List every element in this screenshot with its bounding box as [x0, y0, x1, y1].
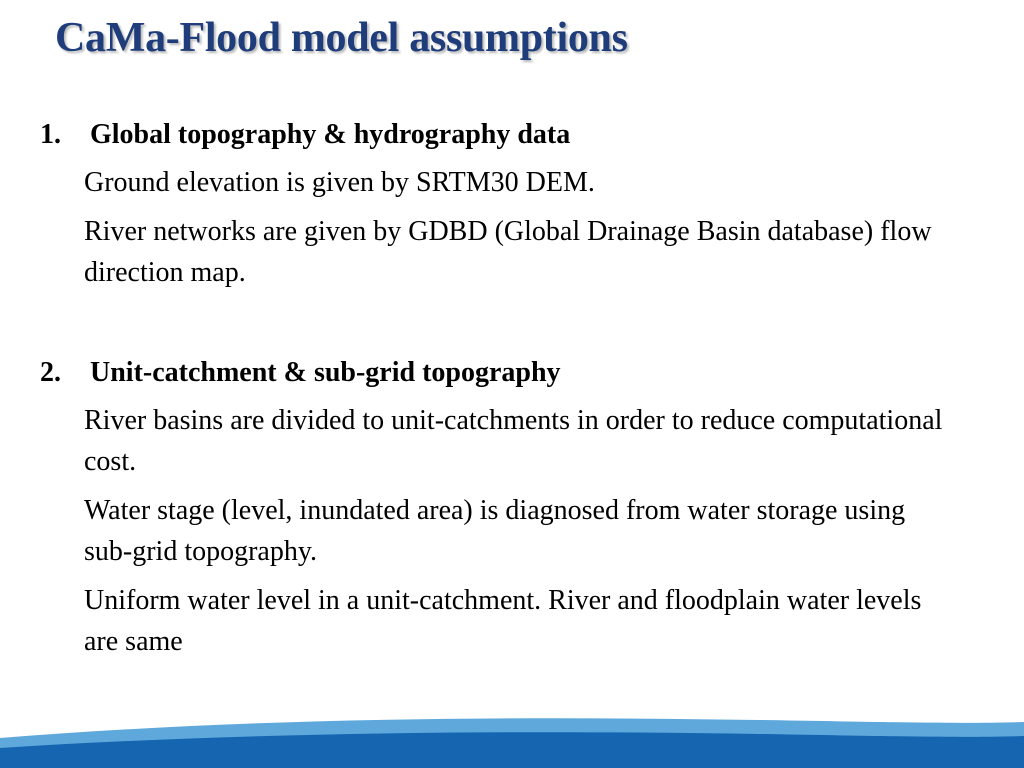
section-number: 1. — [40, 119, 61, 150]
paragraph: Ground elevation is given by SRTM30 DEM. — [84, 167, 595, 198]
section-heading — [40, 118, 940, 152]
slide-title: CaMa-Flood model assumptions — [55, 15, 628, 61]
section-topography-data — [40, 118, 940, 301]
paragraph: River networks are given by GDBD (Global Drainage Basin database) flow direction map. — [84, 216, 932, 288]
footer-wave-decoration — [0, 708, 1024, 768]
section-unit-catchment — [40, 356, 943, 670]
section-number: 2. — [40, 357, 61, 388]
paragraph: Uniform water level in a unit-catchment. River and floodplain water levels are same — [84, 585, 922, 657]
section-heading — [40, 356, 940, 390]
section-heading-text: Unit-catchment & sub-grid topography — [90, 357, 561, 388]
section-heading-text: Global topography & hydrography data — [90, 119, 571, 150]
paragraph: Water stage (level, inundated area) is diagnosed from water storage using sub-grid topography. — [84, 495, 906, 567]
paragraph: River basins are divided to unit-catchments in order to reduce computational cost. — [84, 405, 943, 477]
